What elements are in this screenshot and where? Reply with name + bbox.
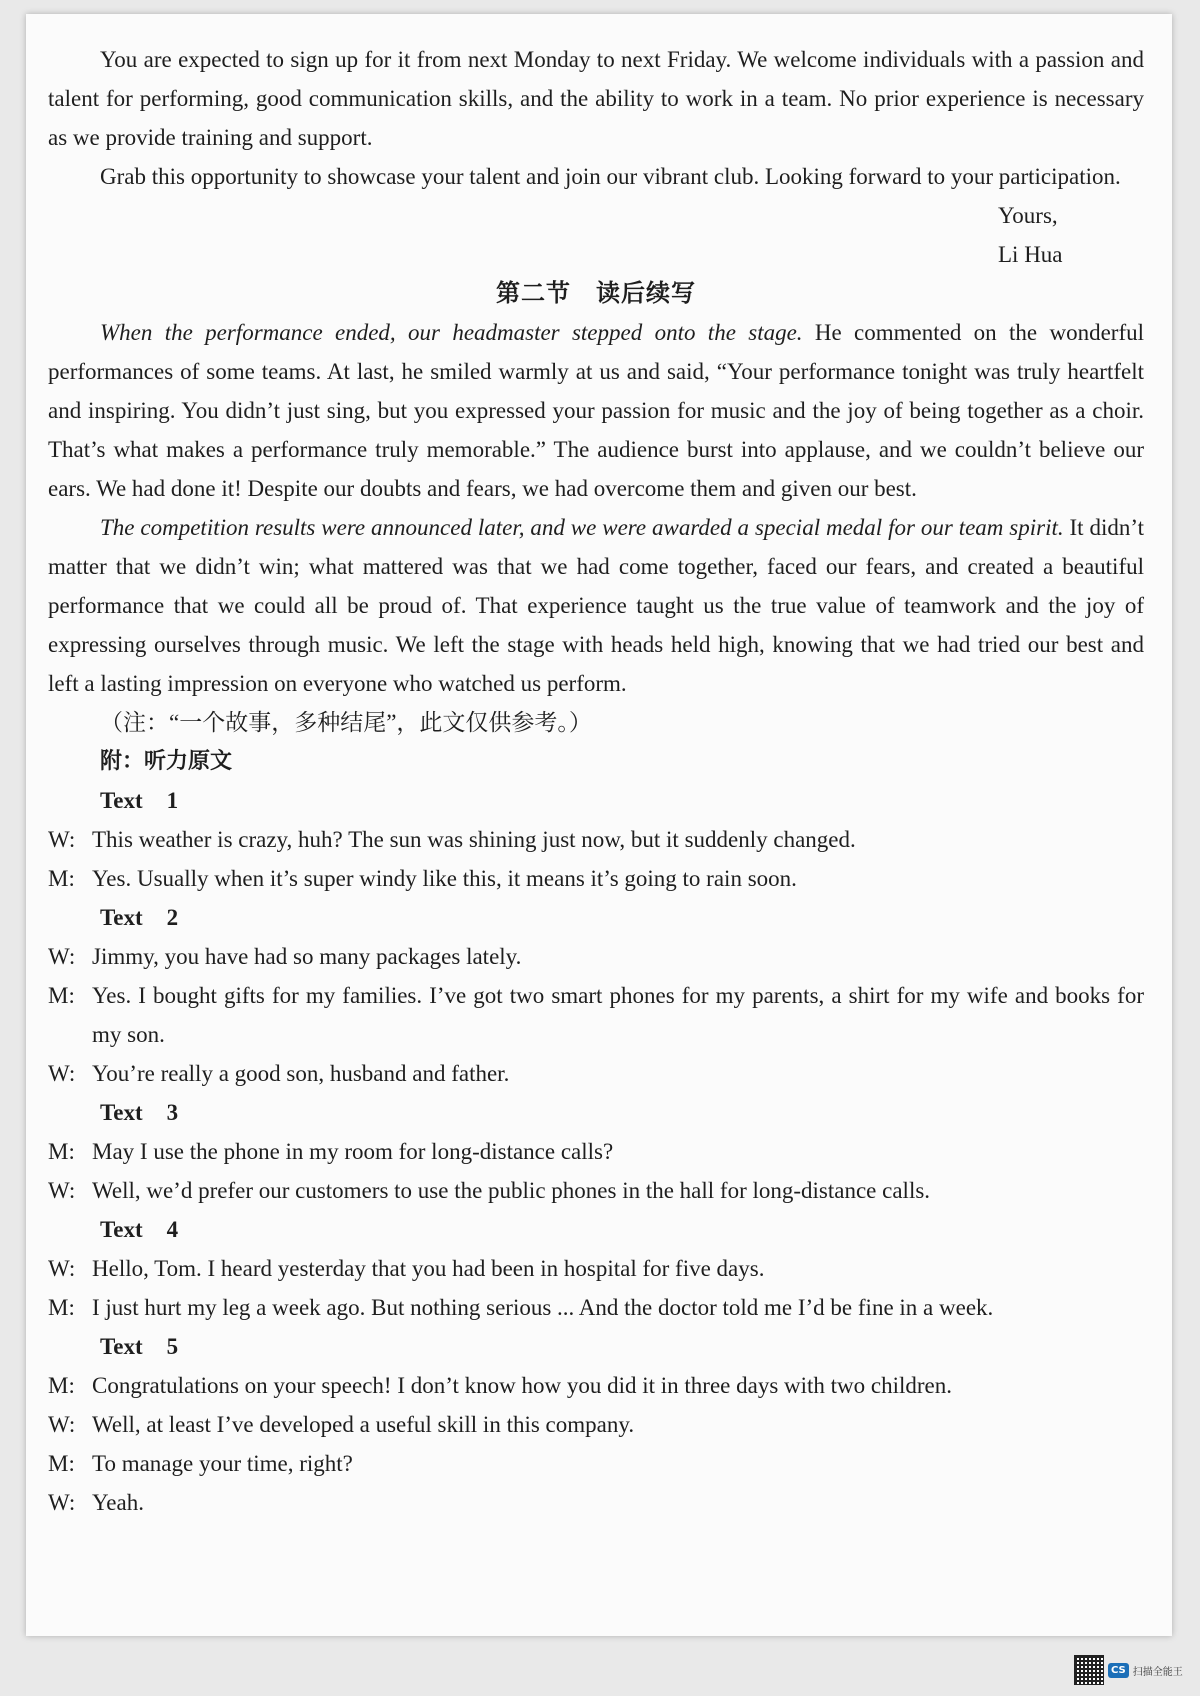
dialogue-text: Well, at least I’ve developed a useful skill in this company. [92,1412,635,1437]
speaker-label: M: [48,1139,75,1164]
dialogue-line [48,1288,1144,1327]
letter-closing: Yours, [998,203,1058,228]
text-heading-label: Text [100,1334,143,1359]
continuation-paragraph-1 [48,313,1144,508]
speaker-label: M: [48,983,75,1008]
speaker-label: W: [48,944,76,969]
text-heading [48,781,1144,820]
speaker-label: W: [48,1178,76,1203]
dialogue-text: To manage your time, right? [92,1451,353,1476]
dialogue-text: Yeah. [92,1490,144,1515]
text-heading-number: 1 [166,788,179,813]
speaker-label: M: [48,1295,75,1320]
speaker-label: W: [48,1256,76,1281]
document-page [26,14,1172,1636]
reference-note: （注：“一个故事，多种结尾”，此文仅供参考。） [100,710,592,735]
text-heading-number: 5 [166,1334,179,1359]
letter-signature: Li Hua [998,242,1063,267]
dialogue-line [48,1444,1144,1483]
text-heading-number: 4 [166,1217,179,1242]
dialogue-line [48,1054,1144,1093]
dialogue-text: Well, we’d prefer our customers to use the public phones in the hall for long-distance calls. [92,1178,931,1203]
text-heading-number: 2 [166,905,179,930]
dialogue-text: This weather is crazy, huh? The sun was shining just now, but it suddenly changed. [92,827,856,852]
dialogue-text: You’re really a good son, husband and father. [92,1061,510,1086]
paragraph-2-body: It didn’t matter that we didn’t win; what mattered was that we had come together, faced our fears, and created a beautiful performance that we could all be proud of. That experience taught us the true value of teamwork and the joy of expressing ourselves through music. We left the stage with heads held high, knowing that we had tried our best and left a lasting impression on everyone who watched us perform. [48,515,1144,696]
listening-transcripts [48,781,1144,1522]
qr-code-icon [1074,1655,1104,1685]
text-heading-label: Text [100,788,143,813]
dialogue-text: I just hurt my leg a week ago. But nothing serious ... And the doctor told me I’d be fine in a week. [92,1295,994,1320]
dialogue-line [48,1405,1144,1444]
text-heading-label: Text [100,905,143,930]
text-heading [48,1327,1144,1366]
dialogue-line [48,820,1144,859]
paragraph-1-body: He commented on the wonderful performances of some teams. At last, he smiled warmly at us and said, “Your performance tonight was truly heartfelt and inspiring. You didn’t just sing, but you expressed your passion for music and the joy of being together as a choir. That’s what makes a performance truly memorable.” The audience burst into applause, and we couldn’t believe our ears. We had done it! Despite our doubts and fears, we had overcome them and given our best. [48,320,1144,501]
paragraph-1-opening: When the performance ended, our headmaster stepped onto the stage. [100,320,803,345]
text-heading-label: Text [100,1100,143,1125]
page-content [48,40,1144,1522]
dialogue-line [48,1483,1144,1522]
dialogue-line [48,1366,1144,1405]
dialogue-line [48,976,1144,1054]
speaker-label: W: [48,827,76,852]
section-title: 第二节 读后续写 [496,279,696,307]
letter-paragraph-2: Grab this opportunity to showcase your talent and join our vibrant club. Looking forward to your participation. [100,164,1121,189]
dialogue-text: Hello, Tom. I heard yesterday that you had been in hospital for five days. [92,1256,765,1281]
dialogue-line [48,1171,1144,1210]
dialogue-text: Yes. Usually when it’s super windy like this, it means it’s going to rain soon. [92,866,797,891]
dialogue-line [48,859,1144,898]
text-heading-number: 3 [166,1100,179,1125]
speaker-label: M: [48,1373,75,1398]
dialogue-line [48,1132,1144,1171]
speaker-label: M: [48,866,75,891]
dialogue-text: Yes. I bought gifts for my families. I’ve got two smart phones for my parents, a shirt for my wife and books for my son. [92,983,1144,1047]
speaker-label: W: [48,1061,76,1086]
camscanner-badge: CS [1108,1663,1129,1678]
speaker-label: M: [48,1451,75,1476]
speaker-label: W: [48,1490,76,1515]
camscanner-brand: 扫描全能王 [1132,1666,1183,1678]
text-heading [48,1210,1144,1249]
continuation-paragraph-2 [48,508,1144,703]
appendix-title: 附：听力原文 [100,749,233,774]
dialogue-text: Congratulations on your speech! I don’t know how you did it in three days with two children. [92,1373,953,1398]
text-heading-label: Text [100,1217,143,1242]
dialogue-text: Jimmy, you have had so many packages lately. [92,944,522,969]
scanner-watermark [1074,1656,1183,1684]
dialogue-line [48,1249,1144,1288]
dialogue-line [48,937,1144,976]
letter-paragraph-1: You are expected to sign up for it from next Monday to next Friday. We welcome individuals with a passion and talent for performing, good communication skills, and the ability to work in a team. No prior experience is necessary as we provide training and support. [48,47,1144,150]
paragraph-2-opening: The competition results were announced later, and we were awarded a special medal for our team spirit. [100,515,1064,540]
dialogue-text: May I use the phone in my room for long-distance calls? [92,1139,614,1164]
text-heading [48,898,1144,937]
speaker-label: W: [48,1412,76,1437]
text-heading [48,1093,1144,1132]
